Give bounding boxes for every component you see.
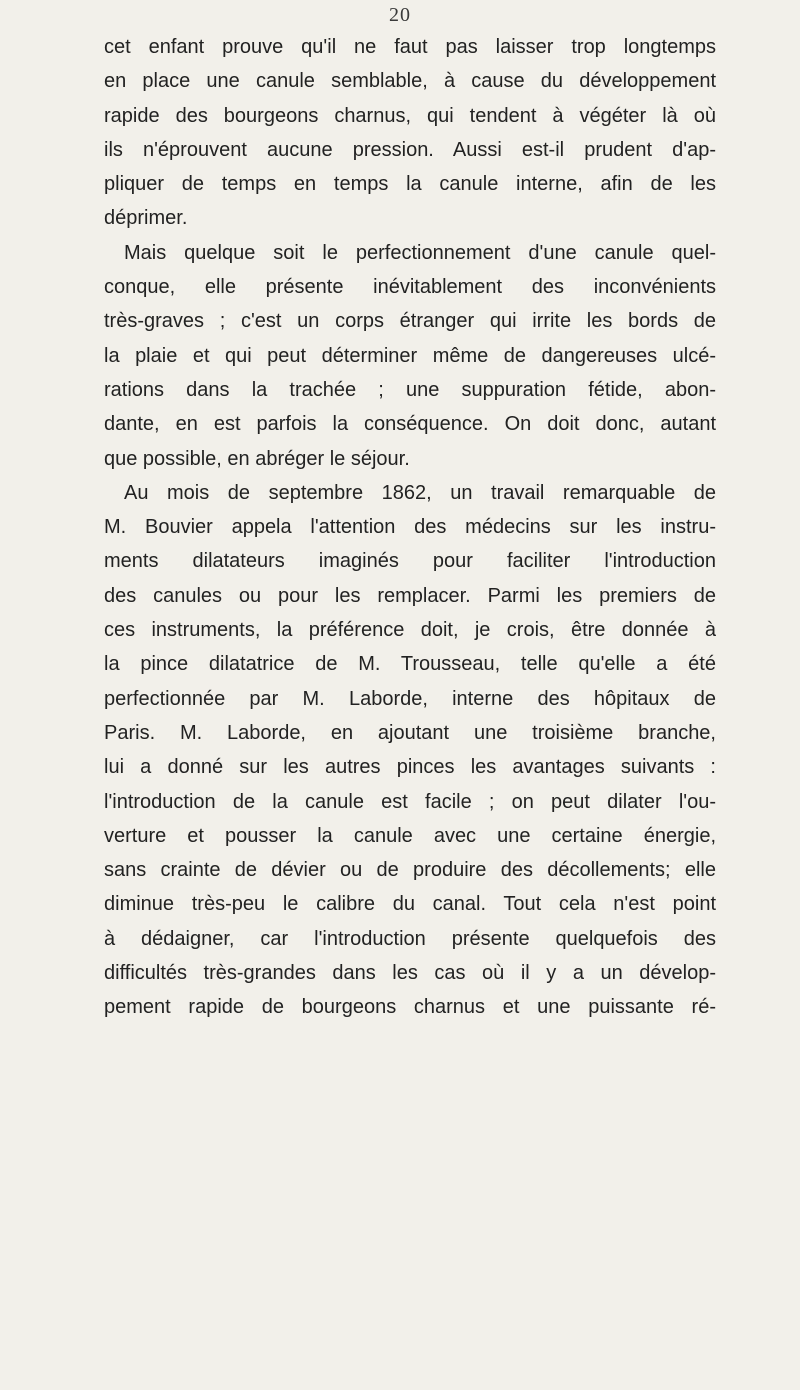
text-line: pliquer de temps en temps la canule interne, afin de les bbox=[104, 173, 716, 196]
text-line: la pince dilatatrice de M. Trousseau, telle qu'elle a été bbox=[104, 653, 716, 676]
text-line: Mais quelque soit le perfectionnement d'une canule quel- bbox=[124, 241, 716, 264]
text-line: pement rapide de bourgeons charnus et une puissante ré- bbox=[104, 996, 716, 1019]
text-line: déprimer. bbox=[104, 207, 188, 230]
text-line: perfectionnée par M. Laborde, interne des hôpitaux de bbox=[104, 687, 716, 710]
text-line: lui a donné sur les autres pinces les avantages suivants : bbox=[104, 756, 716, 779]
text-line: verture et pousser la canule avec une certaine énergie, bbox=[104, 824, 716, 847]
text-line: rapide des bourgeons charnus, qui tendent à végéter là où bbox=[104, 104, 716, 127]
text-line: conque, elle présente inévitablement des inconvénients bbox=[104, 276, 716, 299]
text-line: difficultés très-grandes dans les cas où il y a un dévelop- bbox=[104, 962, 716, 985]
page-number: 20 bbox=[389, 4, 411, 26]
text-line: très-graves ; c'est un corps étranger qui irrite les bords de bbox=[104, 310, 716, 333]
text-line: ments dilatateurs imaginés pour faciliter l'introduction bbox=[104, 550, 716, 573]
text-line: ces instruments, la préférence doit, je crois, être donnée à bbox=[104, 619, 716, 642]
text-line: la plaie et qui peut déterminer même de dangereuses ulcé- bbox=[104, 344, 716, 367]
text-line: des canules ou pour les remplacer. Parmi les premiers de bbox=[104, 584, 716, 607]
text-line: l'introduction de la canule est facile ; on peut dilater l'ou- bbox=[104, 790, 716, 813]
text-line: que possible, en abréger le séjour. bbox=[104, 447, 410, 470]
text-line: Paris. M. Laborde, en ajoutant une troisième branche, bbox=[104, 721, 716, 744]
text-line: dante, en est parfois la conséquence. On doit donc, autant bbox=[104, 413, 716, 436]
text-line: sans crainte de dévier ou de produire des décollements; elle bbox=[104, 859, 716, 882]
text-line: cet enfant prouve qu'il ne faut pas laisser trop longtemps bbox=[104, 36, 716, 58]
text-line: ils n'éprouvent aucune pression. Aussi est-il prudent d'ap- bbox=[104, 138, 716, 161]
text-line: diminue très-peu le calibre du canal. Tout cela n'est point bbox=[104, 893, 716, 916]
text-line: M. Bouvier appela l'attention des médecins sur les instru- bbox=[104, 516, 716, 539]
text-line: Au mois de septembre 1862, un travail remarquable de bbox=[124, 481, 716, 504]
text-line: à dédaigner, car l'introduction présente quelquefois des bbox=[104, 927, 716, 950]
text-line: rations dans la trachée ; une suppuration fétide, abon- bbox=[104, 378, 716, 401]
body-text bbox=[104, 30, 716, 1025]
text-line: en place une canule semblable, à cause du développement bbox=[104, 70, 716, 93]
